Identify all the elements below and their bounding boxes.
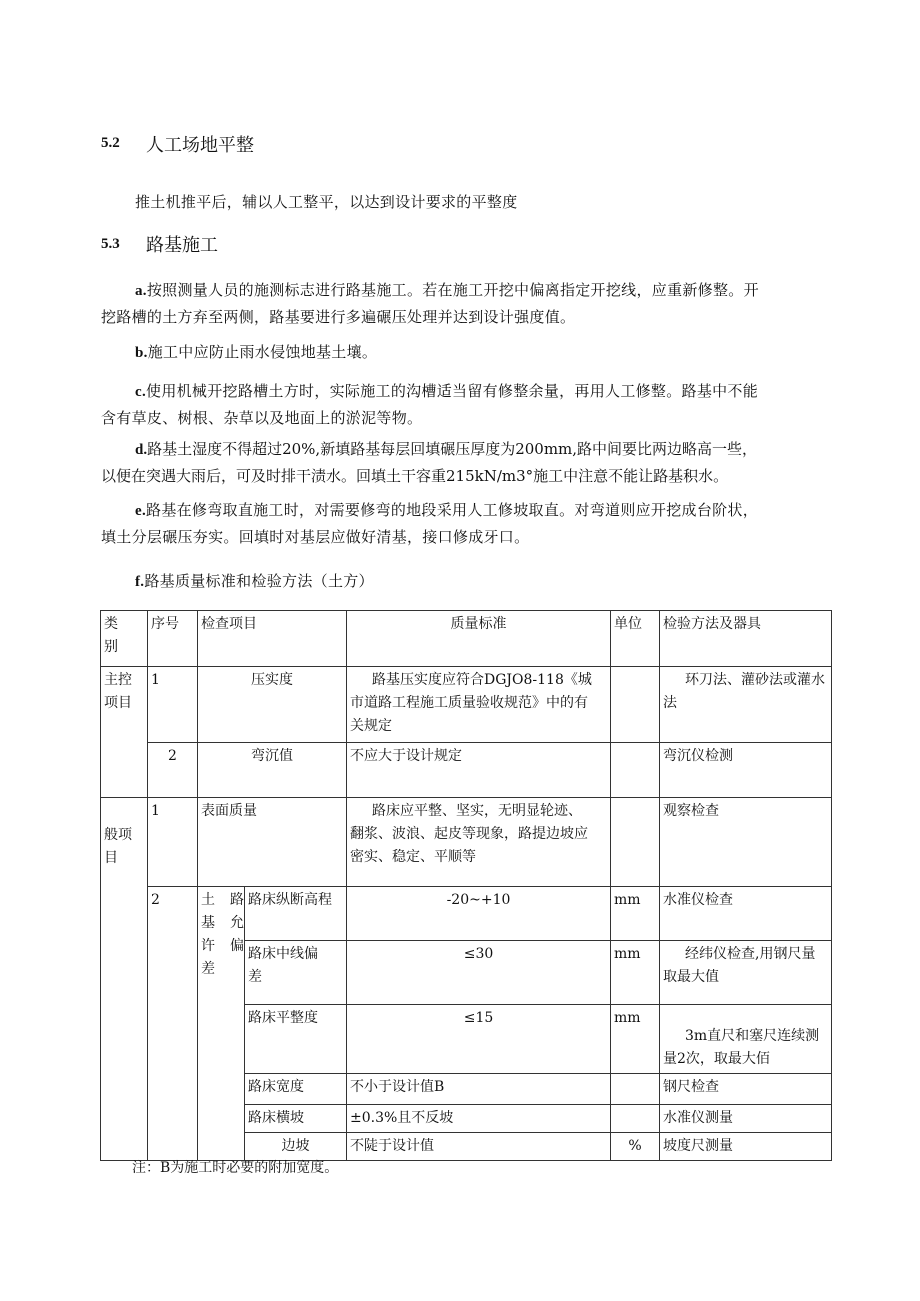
unit-cell [611,667,660,743]
standard-cell: 不陡于设计值 [347,1133,611,1161]
method-cell: 钢尺检查 [660,1074,832,1105]
seq-cell: 2 [148,887,198,1161]
unit-cell [611,1105,660,1133]
section-5-2-title: 人工场地平整 [146,135,254,156]
unit-cell [611,798,660,887]
item-cell: 路床横坡 [245,1105,347,1133]
item-line: 使用机械开挖路槽土方时，实际施工的沟槽适当留有修整余量，再用人工修整。路基中不能 [146,382,759,400]
item-cell: 弯沉值 [198,743,347,798]
header-seq: 序号 [148,611,198,667]
standard-cell: 不应大于设计规定 [347,743,611,798]
list-item-f [135,568,374,595]
tolerance-group-label: 土 路 基 允 许 偏 差 [198,887,245,1161]
header-unit: 单位 [611,611,660,667]
item-line: 路基在修弯取直施工时，对需要修弯的地段采用人工修坡取直。对弯道则应开挖成台阶状， [146,501,759,519]
method-cell: 坡度尺测量 [660,1133,832,1161]
method-cell: 水准仪检查 [660,887,832,941]
item-cell: 路床平整度 [245,1005,347,1074]
standard-cell: -20~+10 [347,887,611,941]
unit-cell: mm [611,941,660,1005]
section-5-3-title: 路基施工 [146,235,218,256]
item-marker: f. [135,574,145,590]
method-cell: 3m直尺和塞尺连续测 量2次，取最大佰 [660,1005,832,1074]
table-row [101,667,832,743]
item-cell: 路床纵断高程 [245,887,347,941]
item-cell: 边坡 [245,1133,347,1161]
list-item-e [101,497,841,550]
table-footnote: 注：B为施工时必要的附加宽度。 [132,1160,339,1176]
table-row [101,798,832,887]
list-item-d [101,436,841,489]
item-line: 以便在突遇大雨后，可及时排干渍水。回填土干容重215kN∕m3°施工中注意不能让路基积水。 [101,467,729,485]
method-cell: 弯沉仪检测 [660,743,832,798]
standard-cell: ±0.3%且不反坡 [347,1105,611,1133]
item-line: 路基质量标准和检验方法（土方） [144,572,374,590]
item-line: 含有草皮、树根、杂草以及地面上的淤泥等物。 [101,409,423,427]
item-cell: 路床宽度 [245,1074,347,1105]
table-row [101,743,832,798]
item-marker: a. [135,283,147,299]
section-5-2-number: 5.2 [101,135,120,151]
quality-standard-table [100,610,832,1161]
header-category: 类 别 [101,611,148,667]
item-marker: b. [135,345,148,361]
standard-cell: 不小于设计值B [347,1074,611,1105]
category-main: 主控 项目 [101,667,148,798]
section-5-3-number: 5.3 [101,236,120,252]
seq-cell: 1 [148,667,198,743]
table-row [101,887,832,941]
item-cell: 表面质量 [198,798,347,887]
item-marker: d. [135,442,148,458]
section-5-2-body: 推土机推平后，辅以人工整平，以达到设计要求的平整度 [135,193,518,211]
unit-cell [611,743,660,798]
table-header-row [101,611,832,667]
method-cell: 观察检查 [660,798,832,887]
unit-cell: mm [611,887,660,941]
item-line: 填土分层碾压夯实。回填时对基层应做好清基，接口修成牙口。 [101,528,530,546]
item-line: 施工中应防止雨水侵蚀地基土壤。 [147,343,378,361]
item-line: 挖路槽的土方弃至两侧，路基要进行多遍碾压处理并达到设计强度值。 [101,308,576,326]
method-cell: 水准仪测量 [660,1105,832,1133]
standard-cell: ≤30 [347,941,611,1005]
method-cell: 环刀法、灌砂法或灌水 法 [660,667,832,743]
seq-cell: 1 [148,798,198,887]
unit-cell: % [611,1133,660,1161]
item-line: 按照测量人员的施测标志进行路基施工。若在施工开挖中偏离指定开挖线，应重新修整。开 [146,281,759,299]
item-cell: 压实度 [198,667,347,743]
standard-cell: 路基压实度应符合DGJO8-118《城 市道路工程施工质量验收规范》中的有 关规定 [347,667,611,743]
unit-cell: mm [611,1005,660,1074]
list-item-b [135,339,377,366]
list-item-c [101,378,841,431]
item-line: 路基土湿度不得超过20%,新填路基每层回填碾压厚度为200mm,路中间要比两边略高一些， [147,440,758,458]
header-standard: 质量标准 [347,611,611,667]
header-method: 检验方法及器具 [660,611,832,667]
unit-cell [611,1074,660,1105]
seq-cell: 2 [148,743,198,798]
standard-cell: ≤15 [347,1005,611,1074]
list-item-a [101,277,841,330]
category-general: 般项 目 [101,798,148,1161]
item-marker: c. [135,384,147,400]
item-marker: e. [135,503,147,519]
item-cell: 路床中线偏 差 [245,941,347,1005]
header-item: 检查项目 [198,611,347,667]
standard-cell: 路床应平整、坚实，无明显轮迹、 翻浆、波浪、起皮等现象，路提边坡应 密实、稳定、平顺等 [347,798,611,887]
method-cell: 经纬仪检查,用钢尺量 取最大值 [660,941,832,1005]
